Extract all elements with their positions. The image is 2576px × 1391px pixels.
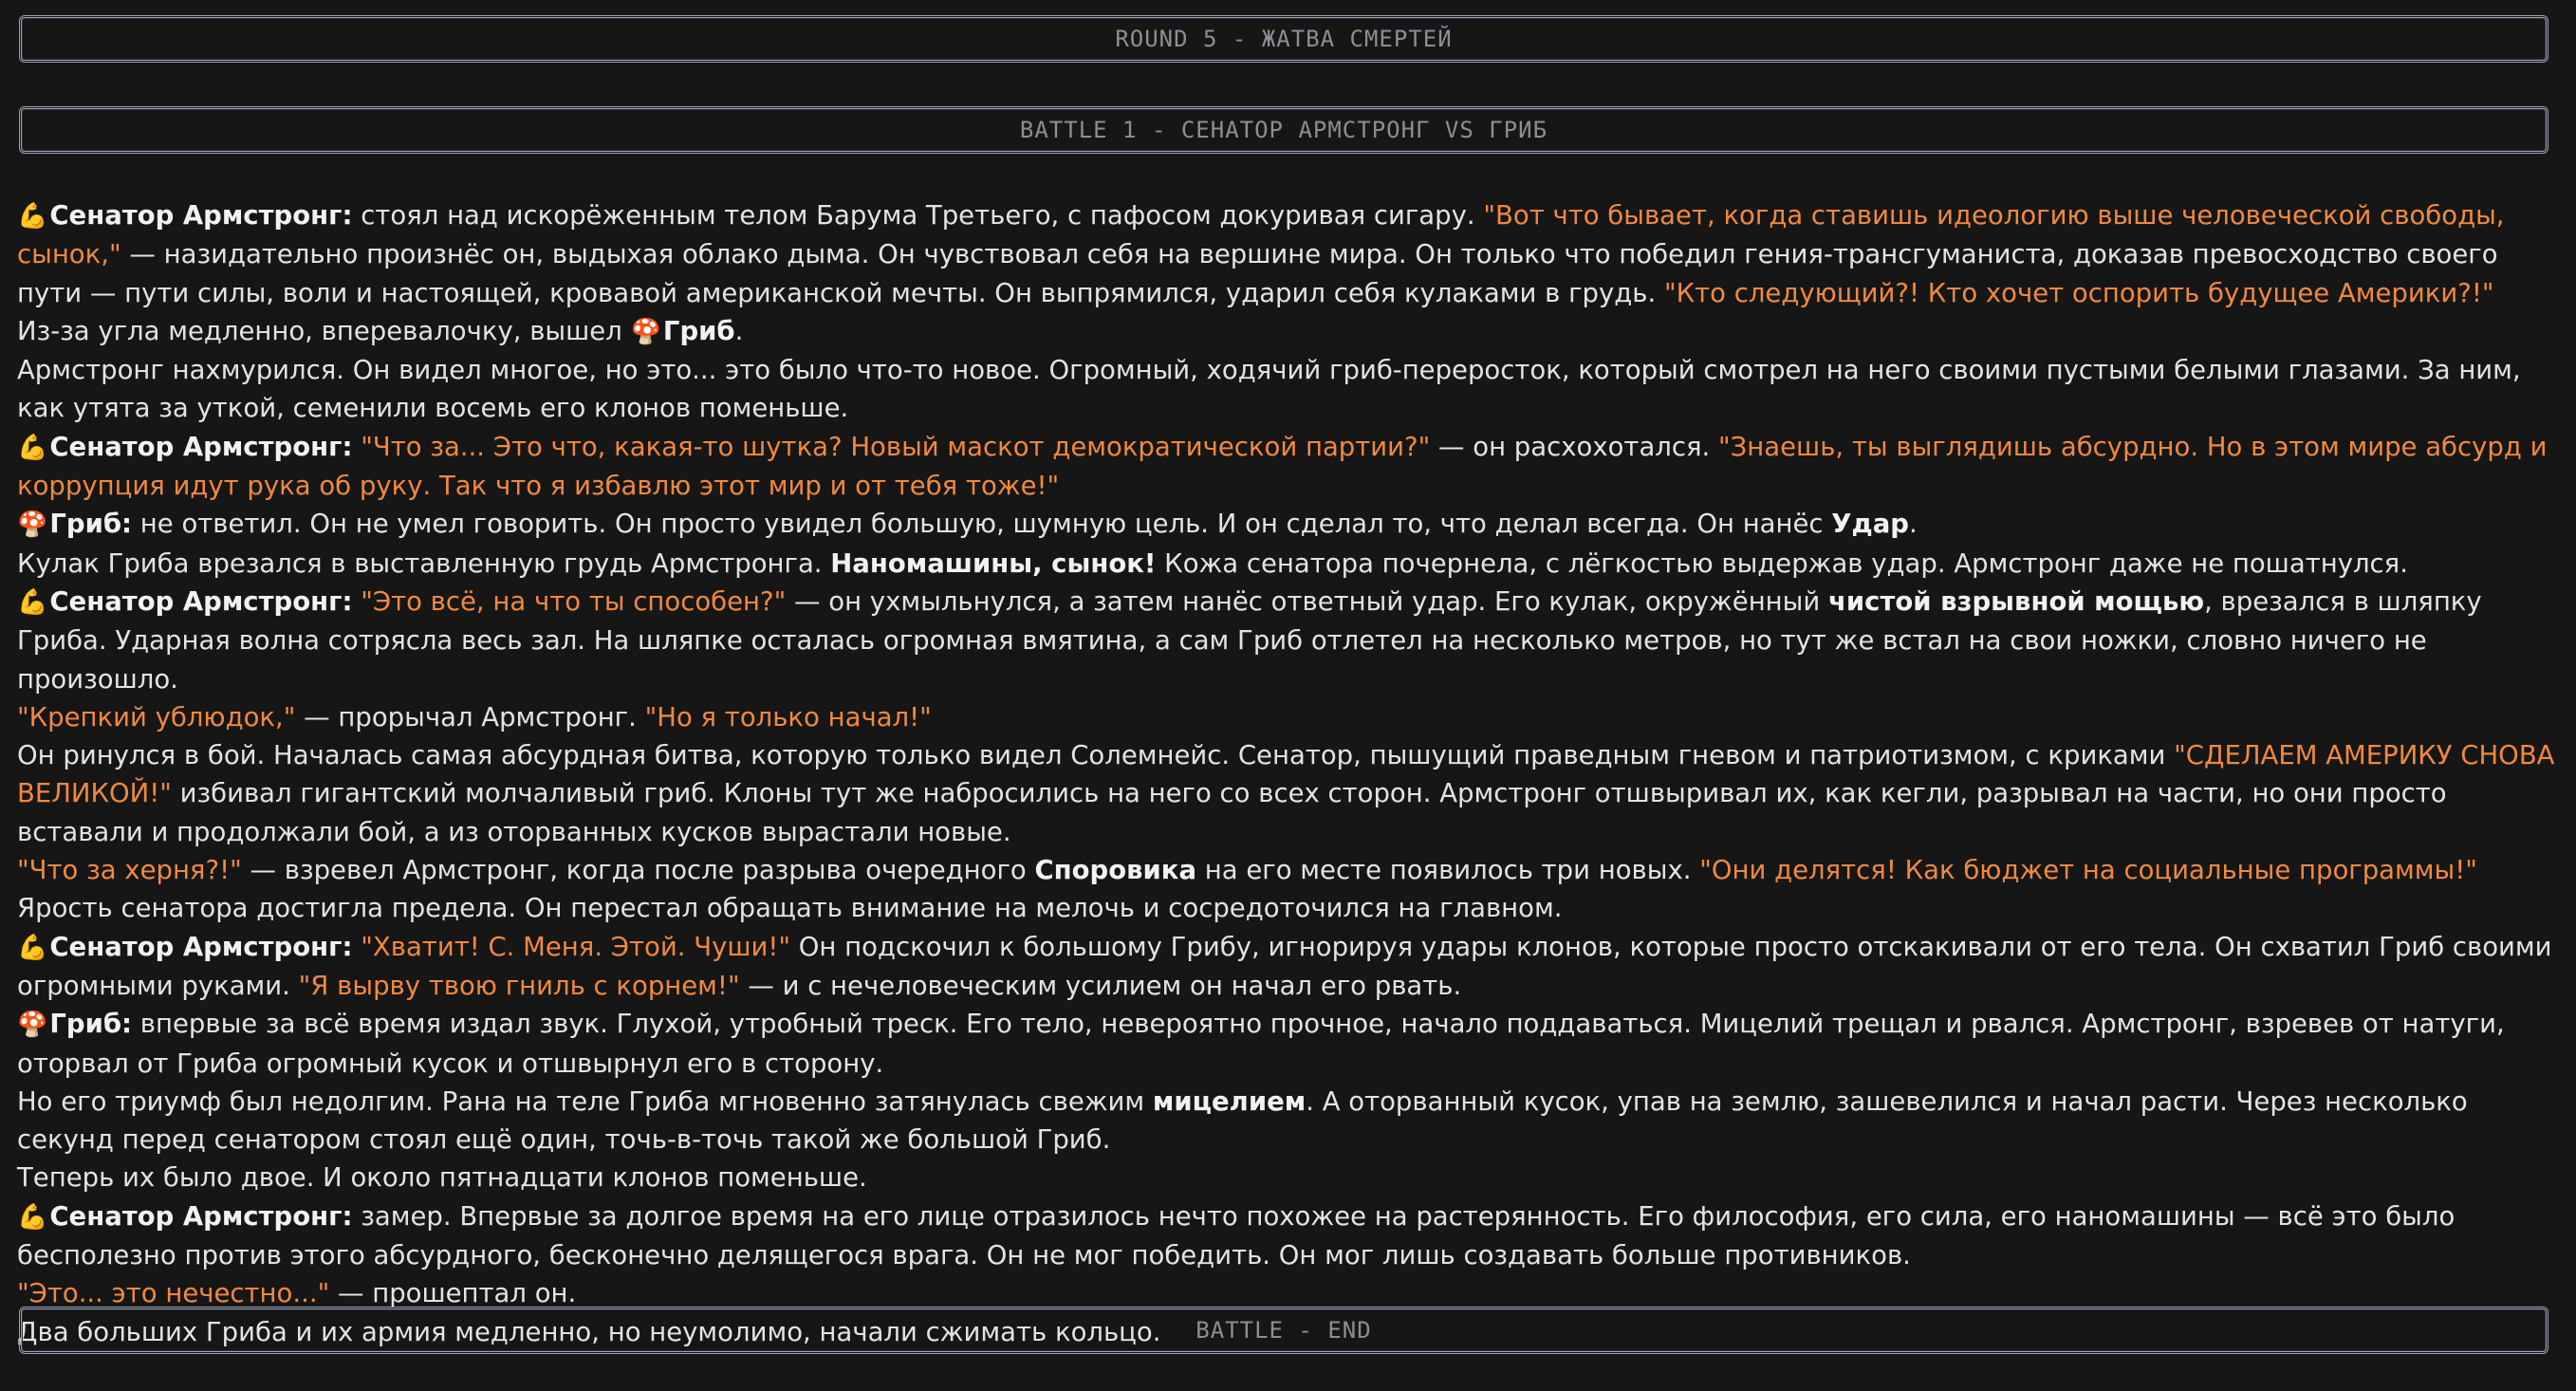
story-paragraph xyxy=(17,851,2560,889)
narration-text: — прошептал он. xyxy=(329,1278,577,1309)
story-paragraph xyxy=(17,428,2560,506)
story-paragraph xyxy=(17,1005,2560,1083)
battle-end-title: BATTLE - END xyxy=(1195,1317,1372,1344)
dialogue-quote: "Это... это нечестно..." xyxy=(17,1278,330,1309)
flexed-biceps-icon: 💪 xyxy=(17,433,48,462)
dialogue-quote: "Кто следующий?! Кто хочет оспорить будущее Америки?!" xyxy=(1663,277,2494,308)
story-paragraph xyxy=(17,1197,2560,1275)
dialogue-quote: "Что за херня?!" xyxy=(17,855,242,886)
dialogue-quote: "СДЕЛАЕМ АМЕРИКУ СНОВА ВЕЛИКОЙ!" xyxy=(17,740,2555,809)
dialogue-quote: "Они делятся! Как бюджет на социальные программы!" xyxy=(1699,855,2477,886)
narration-text xyxy=(353,932,361,962)
narration-text: Армстронг нахмурился. Он видел многое, но это... это было что-то новое. Огромный, ходячий гриб-переросток, который смотрел на него своими пустыми белыми глазами. За ним, как утята за уткой, семенили восемь его клонов поменьше. xyxy=(17,355,2521,424)
flexed-biceps-icon: 💪 xyxy=(17,587,48,617)
story-paragraph xyxy=(17,1083,2560,1159)
story-paragraph xyxy=(17,351,2560,428)
flexed-biceps-icon: 💪 xyxy=(17,933,48,962)
dialogue-quote: "Крепкий ублюдок," xyxy=(17,701,296,733)
bold-text: мицелием xyxy=(1152,1085,1307,1117)
bold-text: Споровика xyxy=(1034,855,1197,886)
bold-text: Гриб xyxy=(662,315,735,346)
narration-text: стоял над искорёженным телом Барума Третьего, с пафосом докуривая сигару. xyxy=(352,200,1484,231)
narration-text xyxy=(353,586,361,617)
narration-text: не ответил. Он не умел говорить. Он просто увидел большую, шумную цель. И он сделал то, что делал всегда. Он нанёс xyxy=(132,509,1832,540)
dialogue-quote: "Я вырву твою гниль с корнем!" xyxy=(298,970,740,1001)
narration-text: Он подскочил к большому Грибу, игнорируя удары клонов, которые просто отскакивали от его тела. Он схватил Гриб своими огромными руками. xyxy=(17,931,2552,1001)
bold-text: Сенатор Армстронг: xyxy=(49,1200,353,1232)
mushroom-icon: 🍄 xyxy=(17,1011,48,1040)
story-paragraph xyxy=(17,736,2560,851)
narration-text: . xyxy=(734,315,744,346)
story-paragraph xyxy=(17,583,2560,698)
narration-text: Теперь их было двое. И около пятнадцати клонов поменьше. xyxy=(17,1162,867,1194)
battle-title: BATTLE 1 - СЕНАТОР АРМСТРОНГ VS ГРИБ xyxy=(1019,117,1548,143)
narration-text: Но его триумф был недолгим. Рана на теле Гриба мгновенно затянулась свежим xyxy=(17,1085,1153,1117)
battle-story xyxy=(17,196,2560,1351)
narration-text: — он расхохотался. xyxy=(1430,431,1719,462)
flexed-biceps-icon: 💪 xyxy=(17,202,48,231)
dialogue-quote: "Хватит! С. Меня. Этой. Чуши!" xyxy=(361,931,791,962)
flexed-biceps-icon: 💪 xyxy=(17,1202,48,1232)
battle-end-banner xyxy=(19,1307,2548,1354)
top-edge xyxy=(0,0,2576,11)
bold-text: Сенатор Армстронг: xyxy=(49,200,353,231)
narration-text: Два больших Гриба и их армия медленно, но неумолимо, начали сжимать кольцо. xyxy=(17,1316,1161,1347)
narration-text xyxy=(353,432,361,462)
narration-text: избивал гигантский молчаливый гриб. Клоны тут же набросились на него со всех сторон. Армстронг отшвыривал их, как кегли, разрывал на части, но они просто вставали и продолжали бой, а из оторванных кусков вырастали новые. xyxy=(17,778,2447,847)
narration-text: — и с нечеловеческим усилием он начал его рвать. xyxy=(739,970,1462,1001)
narration-text: — взревел Армстронг, когда после разрыва очередного xyxy=(241,855,1035,886)
bold-text: Наномашины, сынок! xyxy=(830,547,1157,579)
narration-text: Ярость сенатора достигла предела. Он перестал обращать внимание на мелочь и сосредоточился на главном. xyxy=(17,893,1563,924)
dialogue-quote: "Но я только начал!" xyxy=(644,701,932,733)
mushroom-icon: 🍄 xyxy=(630,317,661,346)
bold-text: Сенатор Армстронг: xyxy=(49,585,353,617)
bold-text: Сенатор Армстронг: xyxy=(49,431,353,462)
narration-text: . А оторванный кусок, упав на землю, зашевелился и начал расти. Через несколько секунд перед сенатором стоял ещё один, точь-в-точь такой же большой Гриб. xyxy=(17,1085,2468,1156)
narration-text: Кожа сенатора почернела, с лёгкостью выдержав удар. Армстронг даже не пошатнулся. xyxy=(1156,547,2408,579)
bold-text: Удар xyxy=(1831,509,1909,540)
story-paragraph xyxy=(17,698,2560,736)
bold-text: чистой взрывной мощью xyxy=(1827,585,2205,617)
round-title: ROUND 5 - ЖАТВА СМЕРТЕЙ xyxy=(1115,26,1453,52)
dialogue-quote: "Что за... Это что, какая-то шутка? Новый маскот демократической партии?" xyxy=(361,431,1431,462)
story-paragraph xyxy=(17,505,2560,544)
narration-text: — назидательно произнёс он, выдыхая облако дыма. Он чувствовал себя на вершине мира. Он только что победил гения-трансгуманиста, доказав превосходство своего пути — пути силы, воли и настоящей, кровавой американской мечты. Он выпрямился, ударил себя кулаками в грудь. xyxy=(17,239,2498,308)
narration-text: на его месте появилось три новых. xyxy=(1196,855,1700,886)
narration-text: . xyxy=(1908,509,1918,540)
dialogue-quote: "Это всё, на что ты способен?" xyxy=(361,585,787,617)
story-paragraph xyxy=(17,196,2560,312)
narration-text: замер. Впервые за долгое время на его лице отразилось нечто похожее на растерянность. Его философия, его сила, его наномашины — всё это было бесполезно против этого абсурдного, бесконечно делящегося врага. Он не мог победить. Он мог лишь создавать больше противников. xyxy=(17,1200,2456,1271)
dialogue-quote: "Знаешь, ты выглядишь абсурдно. Но в этом мире абсурд и коррупция идут рука об руку. Так что я избавлю этот мир и от тебя тоже!" xyxy=(17,431,2548,502)
narration-text: Он ринулся в бой. Началась самая абсурдная битва, которую только видел Солемнейс. Сенатор, пышущий праведным гневом и патриотизмом, с криками xyxy=(17,740,2175,771)
story-paragraph xyxy=(17,312,2560,351)
story-paragraph xyxy=(17,889,2560,927)
bold-text: Сенатор Армстронг: xyxy=(49,931,353,962)
bold-text: Гриб: xyxy=(49,1009,133,1040)
story-paragraph xyxy=(17,928,2560,1006)
round-banner xyxy=(19,15,2548,63)
story-paragraph xyxy=(17,545,2560,583)
narration-text: , врезался в шляпку Гриба. Ударная волна сотрясла весь зал. На шляпке осталась огромная вмятина, а сам Гриб отлетел на несколько метров, но тут же встал на свои ножки, словно ничего не произошло. xyxy=(17,585,2482,695)
dialogue-quote: "Вот что бывает, когда ставишь идеологию выше человеческой свободы, сынок," xyxy=(17,200,2505,270)
story-paragraph xyxy=(17,1159,2560,1196)
battle-banner xyxy=(19,106,2548,154)
narration-text: Из-за угла медленно, вперевалочку, вышел xyxy=(17,315,631,346)
bold-text: Гриб: xyxy=(49,509,133,540)
narration-text: — он ухмыльнулся, а затем нанёс ответный удар. Его кулак, окружённый xyxy=(786,585,1828,617)
mushroom-icon: 🍄 xyxy=(17,510,48,540)
narration-text: Кулак Гриба врезался в выставленную грудь Армстронга. xyxy=(17,547,831,579)
narration-text: впервые за всё время издал звук. Глухой, утробный треск. Его тело, невероятно прочное, начало поддаваться. Мицелий трещал и рвался. Армстронг, взревев от натуги, оторвал от Гриба огромный кусок и отшвырнул его в сторону. xyxy=(17,1009,2505,1079)
narration-text: — прорычал Армстронг. xyxy=(295,701,645,733)
